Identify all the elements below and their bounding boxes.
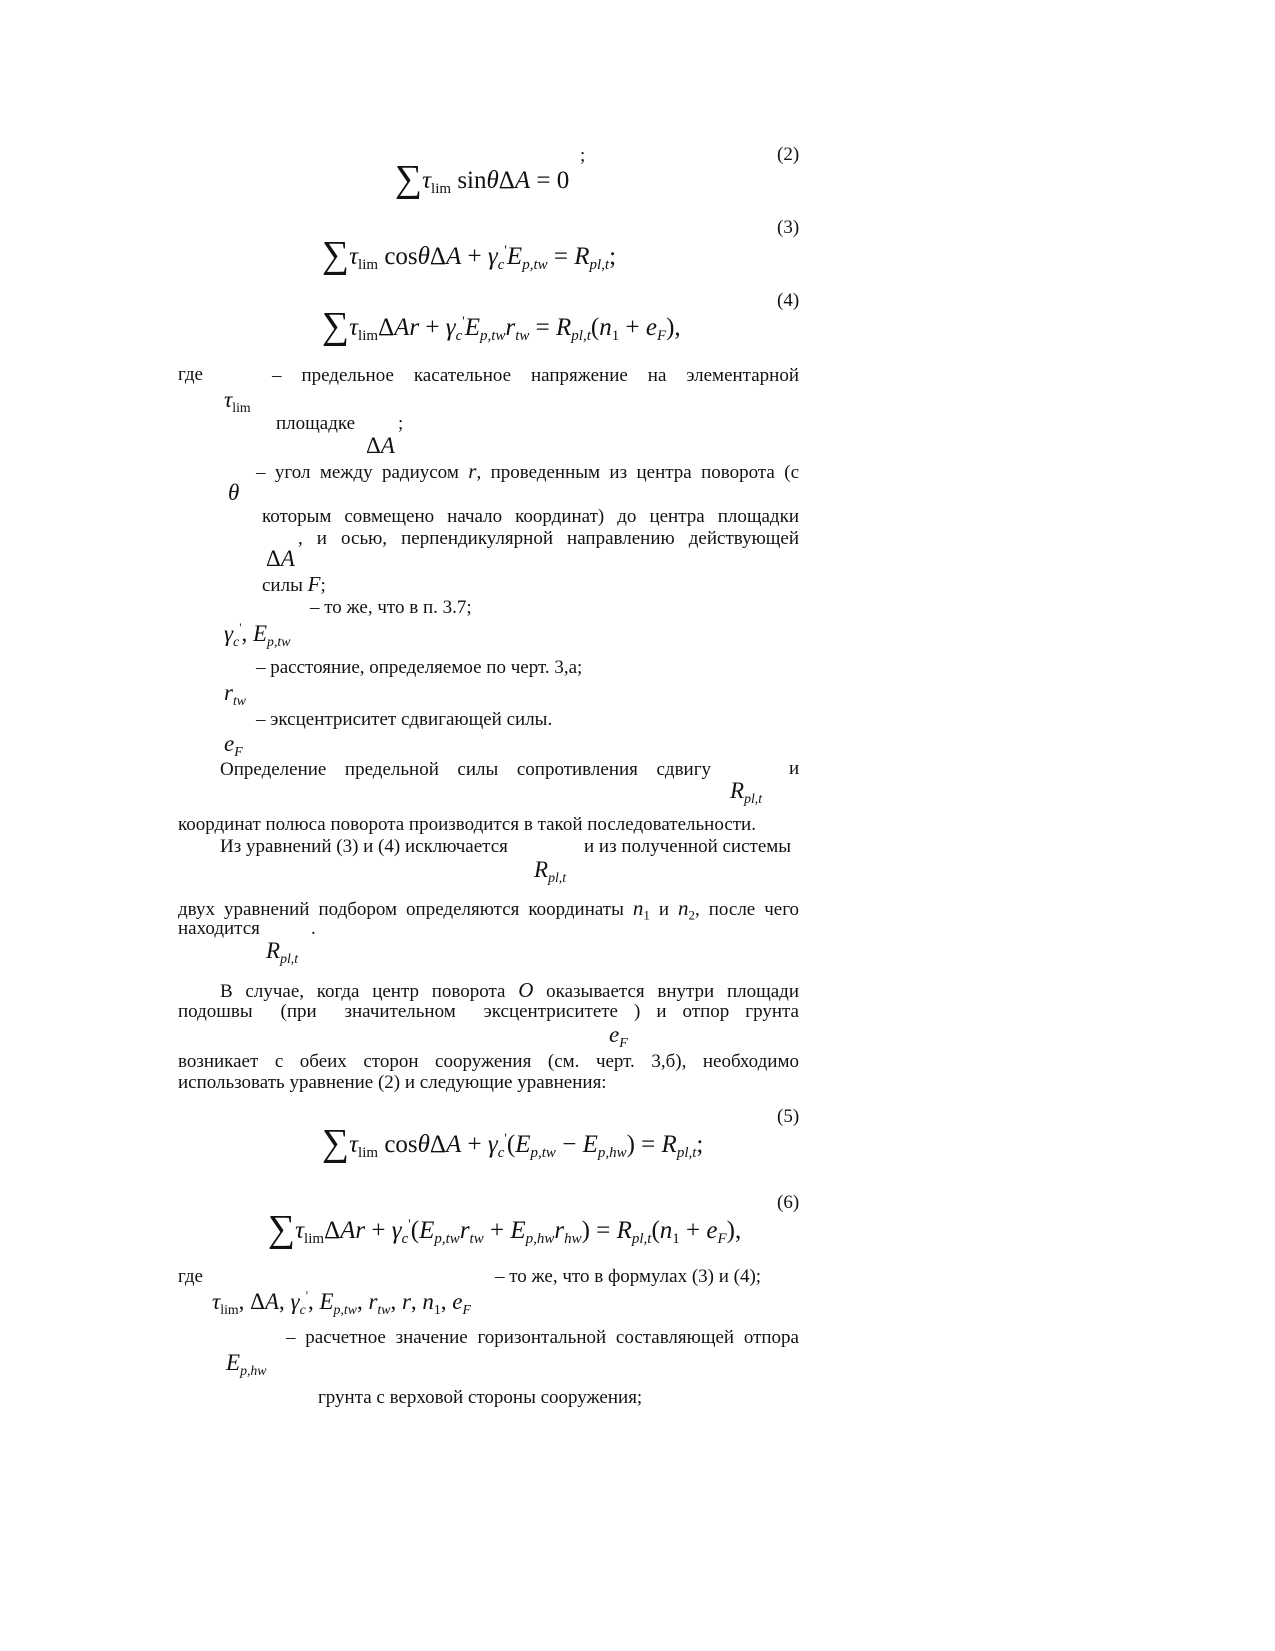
paragraph-3-line4: использовать уравнение (2) и следующие уравнения:: [178, 1072, 607, 1093]
paragraph-2-line3-end: .: [311, 918, 316, 939]
ef-symbol: $e_F$: [224, 731, 243, 759]
theta-definition-line2: которым совмещено начало координат) до центра площадки: [262, 506, 799, 527]
tau-definition: – предельное касательное напряжение на элементарной: [272, 365, 799, 386]
tau-definition-line2-end: ;: [398, 413, 404, 434]
equation-4: $\sum\tau_{lim}\Delta Ar + \gamma_c'E_{p,tw}r_{tw} = R_{pl,t}(n_1 + e_F)$,: [322, 305, 681, 347]
rtw-symbol: $r_{tw}$: [224, 680, 246, 708]
equation-3: $\sum\tau_{lim}$ $\cos\theta\Delta A + \gamma_c'E_{p,tw} = R_{pl,t}$;: [322, 234, 617, 276]
equation-6-number: (6): [777, 1192, 800, 1213]
ef-symbol-2: $e_F$: [609, 1022, 628, 1050]
rtw-definition: – расстояние, определяемое по черт. 3,а;: [256, 657, 583, 678]
paragraph-3-line1: В случае, когда центр поворота O оказывается внутри площади: [220, 978, 799, 1002]
theta-definition-line3: , и осью, перпендикулярной направлению действующей: [298, 528, 799, 549]
gamma-definition: – то же, что в п. 3.7;: [310, 597, 472, 618]
tau-lim-symbol: $\tau_{lim}$: [224, 387, 251, 415]
paragraph-3-line2a: подошвы (при значительном эксцентриситете: [178, 1001, 618, 1022]
ephw-symbol: $E_{p,hw}$: [226, 1350, 267, 1378]
equation-6: $\sum\tau_{lim}\Delta Ar + \gamma_c'(E_{p,tw}r_{tw} + E_{p,hw}r_{hw}) = R_{pl,t}(n_1 + e_F)$,: [268, 1208, 742, 1250]
equation-3-number: (3): [777, 217, 800, 238]
equation-5-number: (5): [777, 1106, 800, 1127]
where-label: где: [178, 364, 203, 385]
same-definition: – то же, что в формулах (3) и (4);: [495, 1266, 762, 1287]
r-pl-t-symbol-2: $R_{pl,t}$: [534, 857, 567, 885]
symbol-list: $\tau_{lim}$, ΔA, $\gamma_c'$, $E_{p,tw}$, $r_{tw}$, r, $n_1$, $e_F$: [212, 1289, 471, 1317]
theta-definition: – угол между радиусом r, проведенным из центра поворота (с: [256, 459, 800, 483]
paragraph-1-line2: координат полюса поворота производится в такой последовательности.: [178, 814, 756, 835]
paragraph-1-line1: Определение предельной силы сопротивления сдвигу: [220, 759, 711, 780]
equation-2: $\sum\tau_{lim}$ sinθΔA = 0: [395, 158, 570, 200]
delta-a-symbol-2: ΔA: [266, 546, 295, 571]
equation-5: $\sum\tau_{lim}$ $\cos\theta\Delta A + \gamma_c'(E_{p,tw} - E_{p,hw}) = R_{pl,t}$;: [322, 1122, 704, 1164]
equation-2-semicolon: ;: [580, 145, 586, 166]
gamma-e-symbol: $\gamma_c'$, $E_{p,tw}$: [224, 621, 291, 649]
theta-symbol: θ: [228, 480, 240, 505]
ephw-definition: – расчетное значение горизонтальной составляющей отпора: [286, 1327, 799, 1348]
ephw-definition-line2: грунта с верховой стороны сооружения;: [318, 1387, 643, 1408]
where-label-2: где: [178, 1266, 203, 1287]
ef-definition: – эксцентриситет сдвигающей силы.: [256, 709, 553, 730]
theta-definition-line4: силы F;: [262, 572, 326, 596]
paragraph-2-line2: двух уравнений подбором определяются координаты $n_1$ и $n_2$, после чего: [178, 896, 800, 923]
paragraph-2-line3: находится: [178, 918, 260, 939]
equation-2-number: (2): [777, 144, 800, 165]
equation-4-number: (4): [777, 290, 800, 311]
paragraph-3-line3: возникает с обеих сторон сооружения (см. черт. 3,б), необходимо: [178, 1051, 799, 1072]
tau-definition-line2: площадке: [276, 413, 356, 434]
paragraph-2-line1b: и из полученной системы: [584, 836, 792, 857]
paragraph-3-line2b: ) и отпор грунта: [634, 1001, 799, 1022]
delta-a-symbol: ΔA: [366, 433, 395, 458]
paragraph-2-line1a: Из уравнений (3) и (4) исключается: [220, 836, 508, 857]
r-pl-t-symbol-1: $R_{pl,t}$: [730, 778, 763, 806]
r-pl-t-symbol-3: $R_{pl,t}$: [266, 938, 299, 966]
paragraph-1-and: и: [789, 758, 800, 779]
